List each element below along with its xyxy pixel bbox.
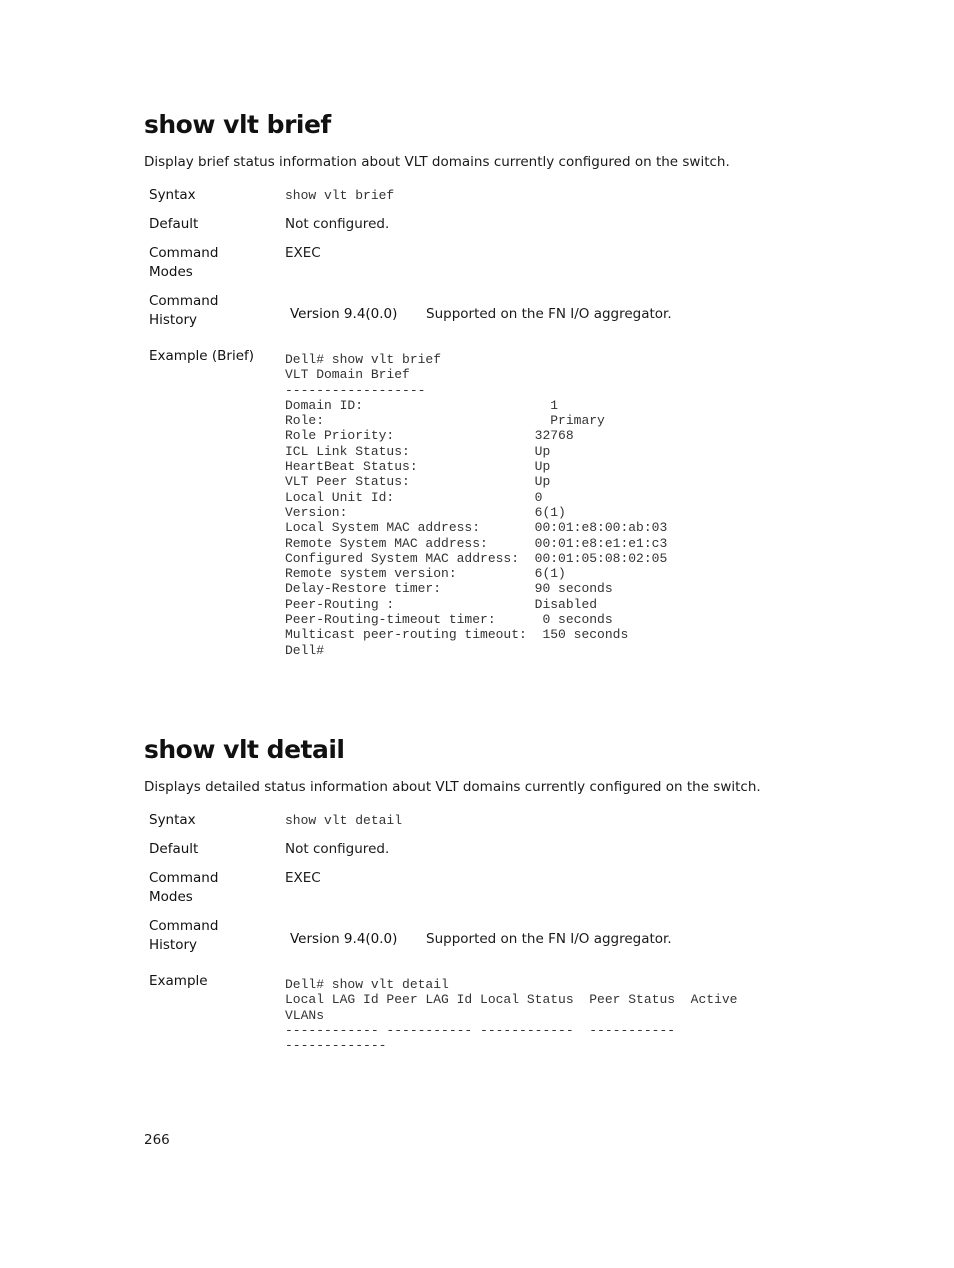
command-modes-value: EXEC [285, 245, 321, 261]
syntax-value: show vlt brief [285, 188, 395, 203]
command-history-label: Command History [149, 293, 219, 328]
default-label: Default [149, 841, 199, 857]
example-code-block: Dell# show vlt brief VLT Domain Brief ------------------ Domain ID: 1 Role: Primary Role Priority: 32768 ICL Link Status: Up HeartBeat Status: Up VLT Peer Status: Up Local Unit Id: 0 Version: 6(1) Local System MAC address: 00:01:e8:00:ab:03 Remote System MAC address: 00:01:e8:e1:e1:c3 Configured System MAC address: 00:01:05:08:02:05 Remote system version: 6(1) Delay-Restore timer: 90 seconds Peer-Routing : Disabled Peer-Routing-timeout timer: 0 seconds Multicast peer-routing timeout: 150 seconds Dell# [285, 352, 668, 658]
section-title: show vlt detail [144, 735, 345, 764]
default-value: Not configured. [285, 216, 390, 232]
history-description: Supported on the FN I/O aggregator. [426, 931, 672, 947]
command-modes-label: Command Modes [149, 245, 219, 280]
section-description: Display brief status information about VLT domains currently configured on the switch. [144, 154, 730, 170]
example-label: Example [149, 973, 208, 989]
syntax-label: Syntax [149, 812, 196, 828]
page-number: 266 [144, 1132, 170, 1148]
section-title: show vlt brief [144, 110, 331, 139]
section-description: Displays detailed status information about VLT domains currently configured on the switch. [144, 779, 761, 795]
example-code-block: Dell# show vlt detail Local LAG Id Peer LAG Id Local Status Peer Status Active VLANs ------------ ----------- ------------ ----------- ------------- [285, 977, 738, 1054]
syntax-label: Syntax [149, 187, 196, 203]
example-label: Example (Brief) [149, 348, 255, 364]
command-history-label: Command History [149, 918, 219, 953]
history-version: Version 9.4(0.0) [290, 931, 398, 947]
command-modes-value: EXEC [285, 870, 321, 886]
section-show-vlt-brief [144, 110, 824, 670]
command-modes-label: Command Modes [149, 870, 219, 905]
syntax-value: show vlt detail [285, 813, 403, 828]
history-description: Supported on the FN I/O aggregator. [426, 306, 672, 322]
default-value: Not configured. [285, 841, 390, 857]
section-show-vlt-detail [144, 735, 824, 1065]
history-version: Version 9.4(0.0) [290, 306, 398, 322]
default-label: Default [149, 216, 199, 232]
